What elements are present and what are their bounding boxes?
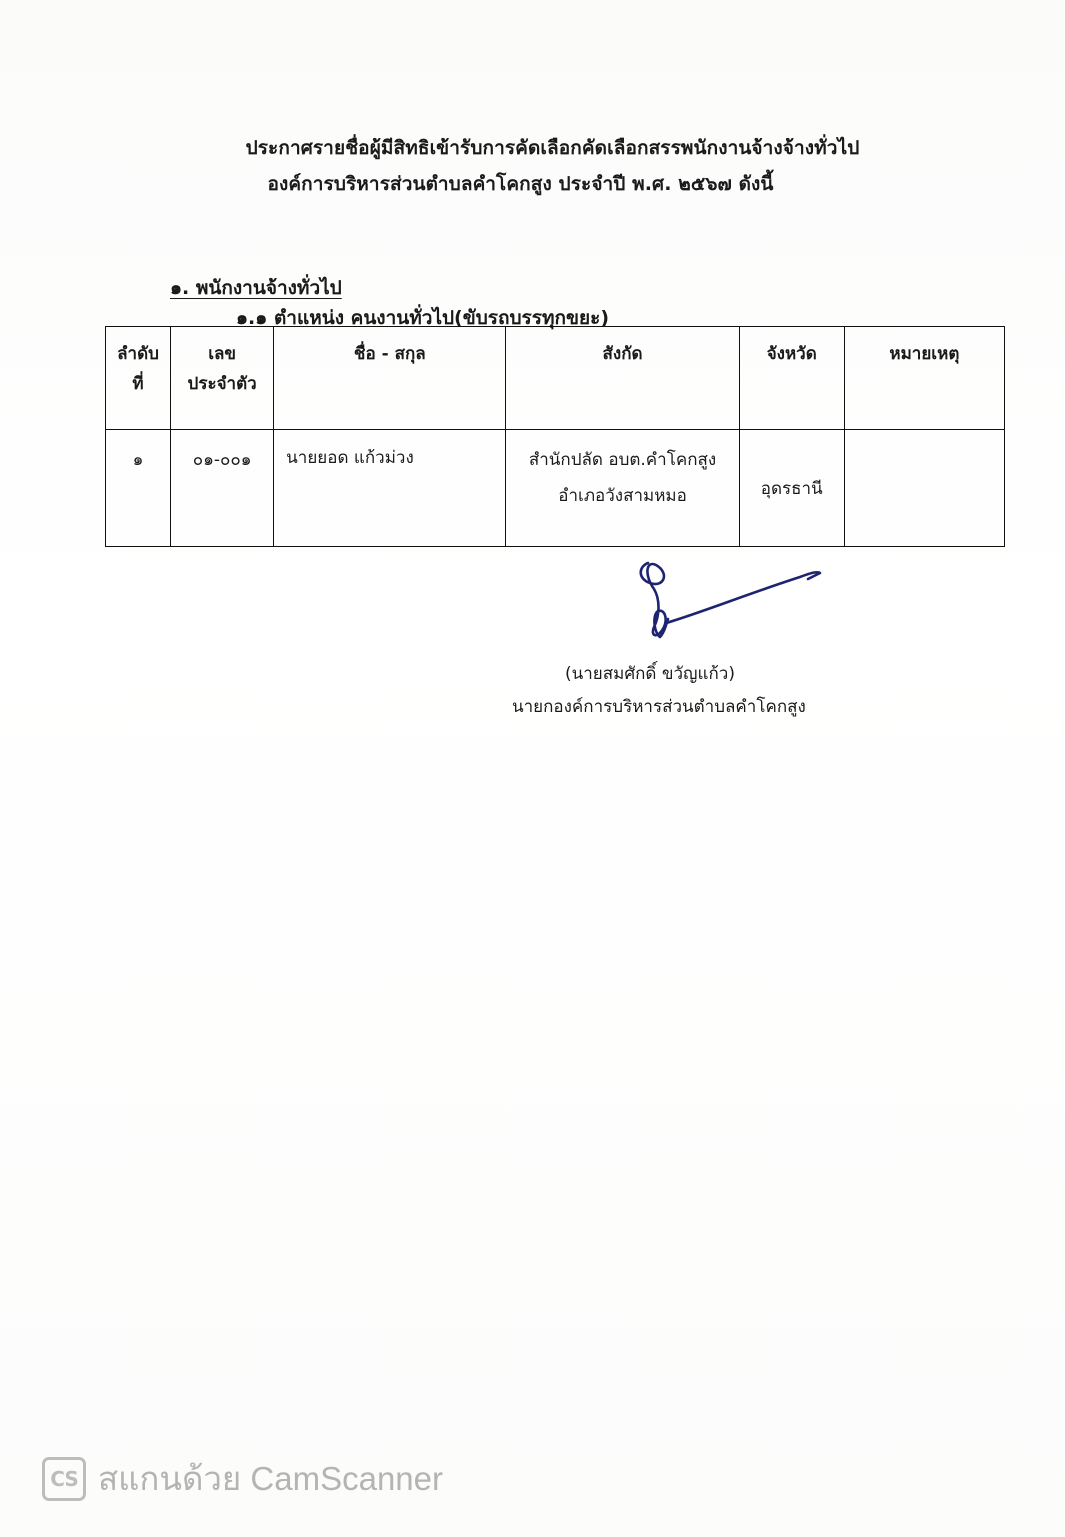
watermark-text: สแกนด้วย CamScanner bbox=[98, 1460, 444, 1497]
cell-order: ๑ bbox=[106, 430, 171, 547]
header-name: ชื่อ - สกุล bbox=[274, 327, 506, 430]
signer-title: นายกองค์การบริหารส่วนตำบลคำโคกสูง bbox=[512, 697, 806, 717]
header-id-line2: ประจำตัว bbox=[187, 374, 257, 394]
camscanner-watermark bbox=[42, 1452, 443, 1505]
header-id bbox=[171, 327, 274, 430]
cell-affiliation-line2: อำเภอวังสามหมอ bbox=[558, 486, 687, 506]
cell-province: อุดรธานี bbox=[739, 430, 844, 547]
cell-affiliation-line1: สำนักปลัด อบต.คำโคกสูง bbox=[528, 450, 717, 470]
position-heading: ๑.๑ ตำแหน่ง คนงานทั่วไป(ขับรถบรรทุกขยะ) bbox=[236, 307, 610, 329]
header-order-line1: ลำดับ bbox=[117, 344, 159, 364]
table-header-row bbox=[106, 327, 1005, 430]
cell-affiliation bbox=[506, 430, 739, 547]
header-affiliation: สังกัด bbox=[506, 327, 739, 430]
cell-name: นายยอด แก้วม่วง bbox=[274, 430, 506, 547]
header-province: จังหวัด bbox=[739, 327, 844, 430]
handwritten-signature bbox=[630, 555, 830, 645]
announcement-title-line2: องค์การบริหารส่วนตำบลคำโคกสูง ประจำปี พ.ศ. ๒๕๖๗ ดังนี้ bbox=[267, 173, 774, 195]
cell-note bbox=[844, 430, 1004, 547]
header-order bbox=[106, 327, 171, 430]
signer-name: (นายสมศักดิ์ ขวัญแก้ว) bbox=[565, 664, 735, 684]
section-heading: ๑. พนักงานจ้างทั่วไป bbox=[170, 277, 342, 299]
header-note: หมายเหตุ bbox=[844, 327, 1004, 430]
table-row bbox=[106, 430, 1005, 547]
camscanner-logo-icon: CS bbox=[42, 1457, 86, 1501]
candidate-table bbox=[105, 326, 1005, 547]
cell-id: ๐๑-๐๐๑ bbox=[171, 430, 274, 547]
header-order-line2: ที่ bbox=[132, 374, 144, 394]
announcement-title-line1: ประกาศรายชื่อผู้มีสิทธิเข้ารับการคัดเลือกคัดเลือกสรรพนักงานจ้างจ้างทั่วไป bbox=[245, 137, 860, 159]
header-id-line1: เลข bbox=[208, 344, 237, 364]
